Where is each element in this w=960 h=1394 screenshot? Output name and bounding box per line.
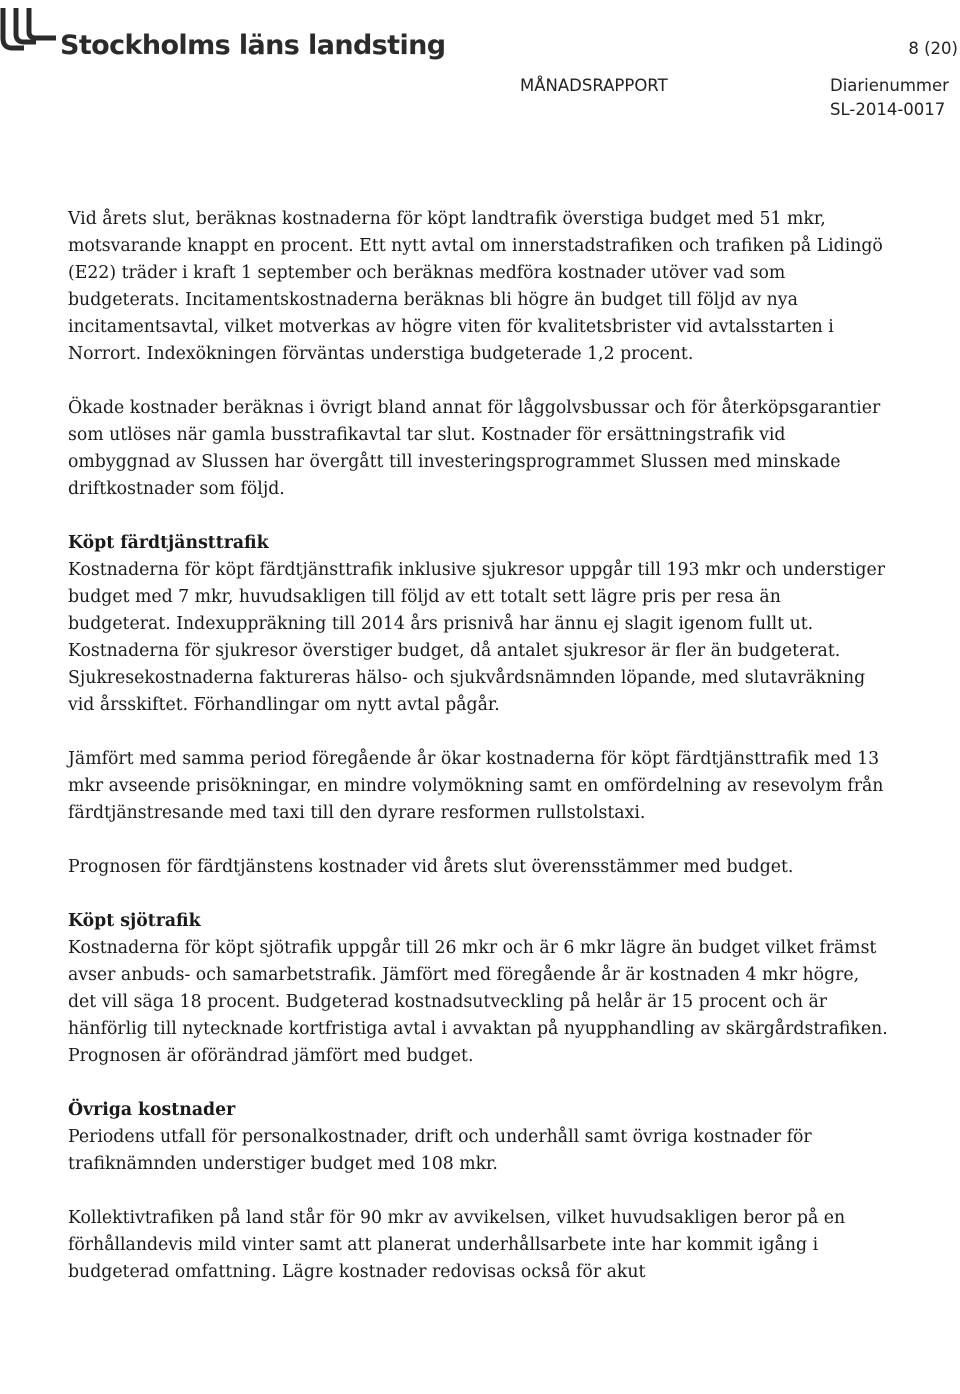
sll-logo [0, 8, 446, 61]
section-heading-ovriga: Övriga kostnader [68, 1100, 236, 1120]
document-body [68, 206, 888, 1313]
paragraph: Prognosen för färdtjänstens kostnader vid årets slut överensstämmer med budget. [68, 857, 794, 877]
org-name: Stockholms läns landsting [60, 30, 446, 61]
paragraph: Vid årets slut, beräknas kostnaderna för köpt landtrafik överstiga budget med 51 mkr, motsvarande knappt en procent. Ett nytt avtal om innerstadstrafiken och trafiken på Lidingö (E22) träder i kraft 1 september och beräknas medföra kostnader utöver vad som budgeterats. Incitamentskostnaderna beräknas bli högre än budget till följd av nya incitamentsavtal, vilket motverkas av högre viten för kvalitetsbrister vid avtalsstarten i Norrort. Indexökningen förväntas understiga budgeterade 1,2 procent. [68, 209, 883, 364]
sll-logo-mark-icon [0, 8, 56, 58]
paragraph: Kollektivtrafiken på land står för 90 mkr av avvikelsen, vilket huvudsakligen beror på en förhållandevis mild vinter samt att planerat underhållsarbete inte har kommit igång i budgeterad omfattning. Lägre kostnader redovisas också för akut [68, 1208, 846, 1282]
paragraph: Ökade kostnader beräknas i övrigt bland annat för låggolvsbussar och för återköpsgarantier som utlöses när gamla busstrafikavtal tar slut. Kostnader för ersättningstrafik vid ombyggnad av Slussen har övergått till investeringsprogrammet Slussen med minskade driftkostnader som följd. [68, 398, 881, 499]
paragraph: Jämfört med samma period föregående år ökar kostnaderna för köpt färdtjänsttrafik med 13 mkr avseende prisökningar, en mindre volymökning samt en omfördelning av resevolym från färdtjänstresande med taxi till den dyrare resformen rullstolstaxi. [68, 749, 884, 823]
section-heading-fardtjanst: Köpt färdtjänsttrafik [68, 533, 269, 553]
diarie-number: SL-2014-0017 [830, 100, 946, 119]
report-type: MÅNADSRAPPORT [520, 76, 668, 95]
paragraph: Kostnaderna för köpt sjötrafik uppgår till 26 mkr och är 6 mkr lägre än budget vilket främst avser anbuds- och samarbetstrafik. Jämfört med föregående år är kostnaden 4 mkr högre, det vill säga 18 procent. Budgeterad kostnadsutveckling på helår är 15 procent och är hänförlig till nytecknade kortfristiga avtal i avvaktan på nyupphandling av skärgårdstrafiken. Prognosen är oförändrad jämfört med budget. [68, 938, 888, 1066]
page-number: 8 (20) [908, 39, 958, 58]
paragraph: Periodens utfall för personalkostnader, drift och underhåll samt övriga kostnader för trafiknämnden understiger budget med 108 mkr. [68, 1127, 812, 1174]
diarie-label: Diarienummer [830, 76, 949, 95]
section-heading-sjotrafik: Köpt sjötrafik [68, 911, 201, 931]
paragraph: Kostnaderna för köpt färdtjänsttrafik inklusive sjukresor uppgår till 193 mkr och understiger budget med 7 mkr, huvudsakligen till följd av ett totalt sett lägre pris per resa än budgeterat. Indexuppräkning till 2014 års prisnivå har ännu ej slagit igenom fullt ut. Kostnaderna för sjukresor överstiger budget, då antalet sjukresor är fler än budgeterat. Sjukresekostnaderna faktureras hälso- och sjukvårdsnämnden löpande, med slutavräkning vid årsskiftet. Förhandlingar om nytt avtal pågår. [68, 560, 885, 715]
